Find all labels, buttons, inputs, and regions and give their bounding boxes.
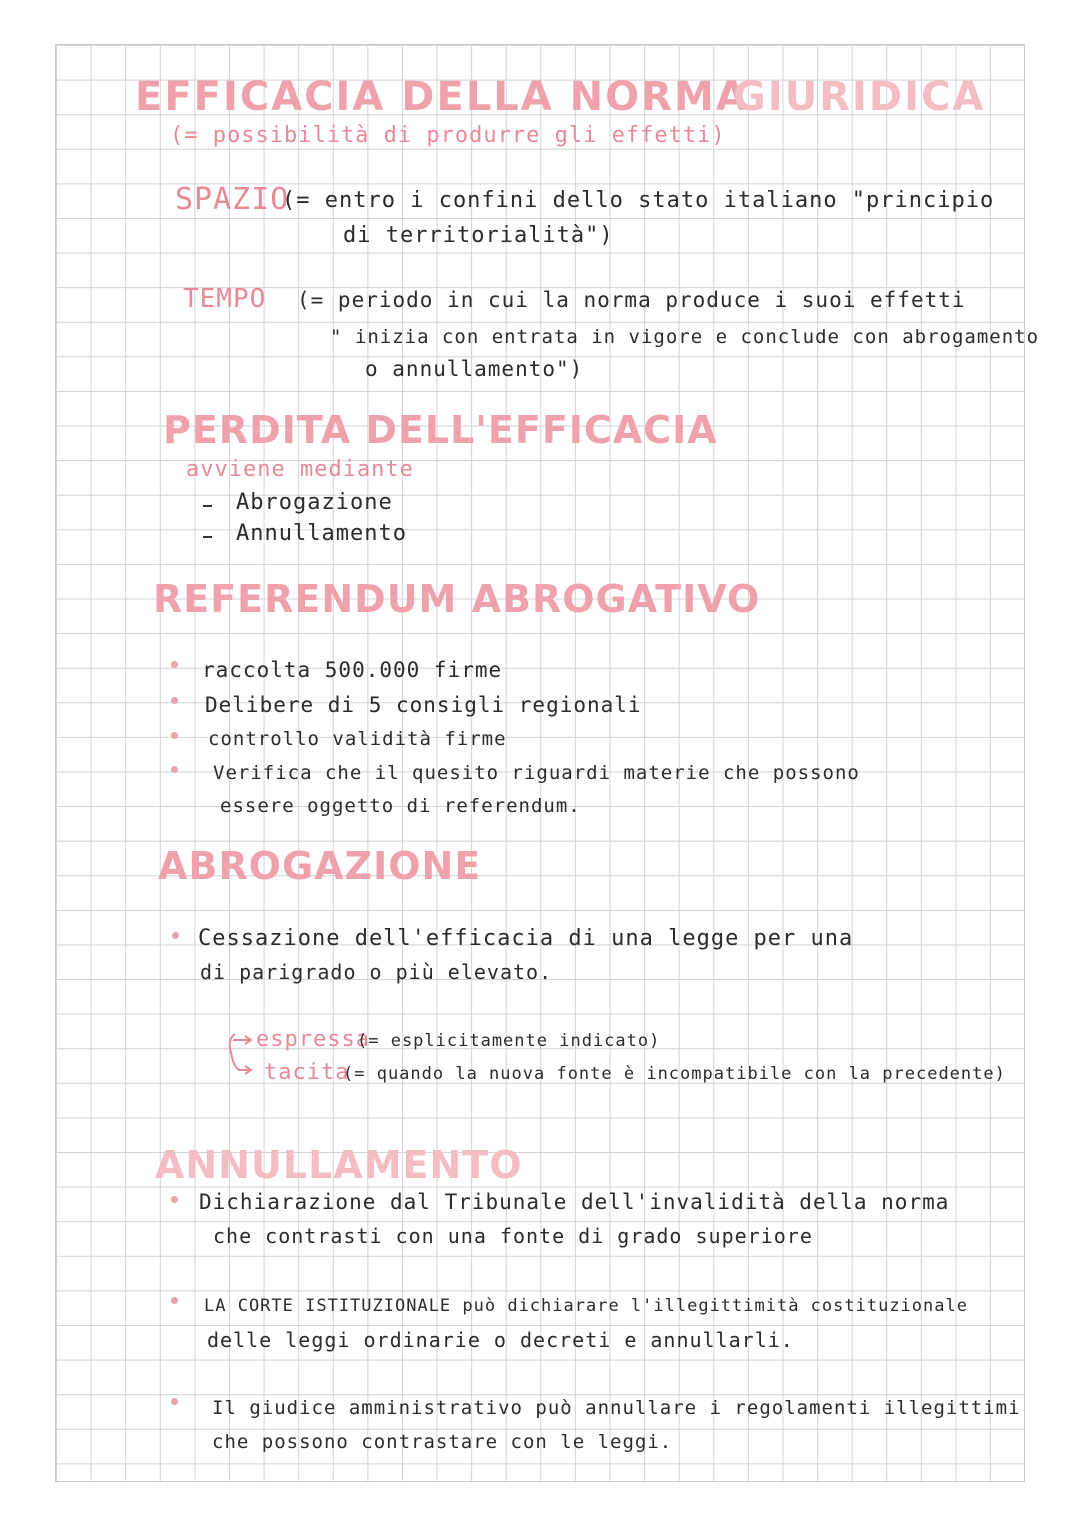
annullamento-p3-line-2: che possono contrastare con le leggi.: [212, 1431, 673, 1453]
annullamento-p2-line-1: LA CORTE ISTITUZIONALE può dichiarare l'illegittimità costituzionale: [204, 1296, 968, 1316]
page-title: EFFICACIA DELLA NORMA: [135, 74, 749, 120]
abrogazione-text-2: di parigrado o più elevato.: [200, 960, 553, 984]
tempo-label: TEMPO: [183, 284, 267, 314]
perdita-heading: PERDITA DELL'EFFICACIA: [163, 408, 718, 452]
page-subtitle: (= possibilità di produrre gli effetti): [170, 123, 726, 148]
referendum-item-1: raccolta 500.000 firme: [202, 658, 503, 682]
tempo-text-2: " inizia con entrata in vigore e conclude con abrogamento: [330, 326, 1040, 348]
abrogazione-branch-1-text: (= esplicitamente indicato): [357, 1031, 661, 1051]
tempo-text-1: (= periodo in cui la norma produce i suoi effetti: [297, 288, 966, 312]
abrogazione-branch-1-label: espressa: [256, 1027, 370, 1052]
annullamento-p2-line-2: delle leggi ordinarie o decreti e annullarli.: [207, 1328, 794, 1352]
bullet: [171, 1196, 178, 1203]
bullet: [172, 932, 179, 939]
abrogazione-text-1: Cessazione dell'efficacia di una legge per una: [198, 926, 854, 951]
referendum-item-3: controllo validità firme: [208, 728, 507, 750]
bullet: [171, 661, 178, 668]
perdita-item-2: Annullamento: [236, 521, 407, 546]
referendum-item-4: Verifica che il quesito riguardi materie che possono: [213, 762, 860, 784]
tempo-text-3: o annullamento"): [365, 357, 584, 381]
bullet: [171, 697, 178, 704]
annullamento-p3-line-1: Il giudice amministrativo può annullare i regolamenti illegittimi: [212, 1397, 1021, 1419]
spazio-text-1: (= entro i confini dello stato italiano "principio: [282, 188, 995, 213]
referendum-item-4-cont: essere oggetto di referendum.: [220, 795, 581, 817]
referendum-item-2: Delibere di 5 consigli regionali: [205, 693, 642, 717]
abrogazione-heading: ABROGAZIONE: [158, 844, 482, 888]
referendum-heading: REFERENDUM ABROGATIVO: [153, 577, 761, 621]
list-dash: [203, 505, 212, 507]
annullamento-p1-line-2: che contrasti con una fonte di grado superiore: [213, 1224, 813, 1248]
bullet: [171, 1398, 178, 1405]
branch-arrow-icon: [225, 1030, 257, 1078]
page-title-continued: GIURIDICA: [733, 74, 986, 120]
abrogazione-branch-2-text: (= quando la nuova fonte è incompatibile con la precedente): [343, 1064, 1006, 1084]
perdita-item-1: Abrogazione: [236, 490, 393, 515]
bullet: [171, 732, 178, 739]
spazio-text-2: di territorialità"): [343, 223, 614, 248]
spazio-label: SPAZIO: [175, 182, 290, 217]
bullet: [171, 766, 178, 773]
list-dash: [203, 536, 212, 538]
bullet: [171, 1297, 178, 1304]
perdita-intro: avviene mediante: [186, 457, 414, 482]
abrogazione-branch-2-label: tacita: [264, 1060, 350, 1085]
annullamento-p1-line-1: Dichiarazione dal Tribunale dell'invalidità della norma: [199, 1190, 950, 1214]
annullamento-heading: ANNULLAMENTO: [155, 1143, 523, 1187]
